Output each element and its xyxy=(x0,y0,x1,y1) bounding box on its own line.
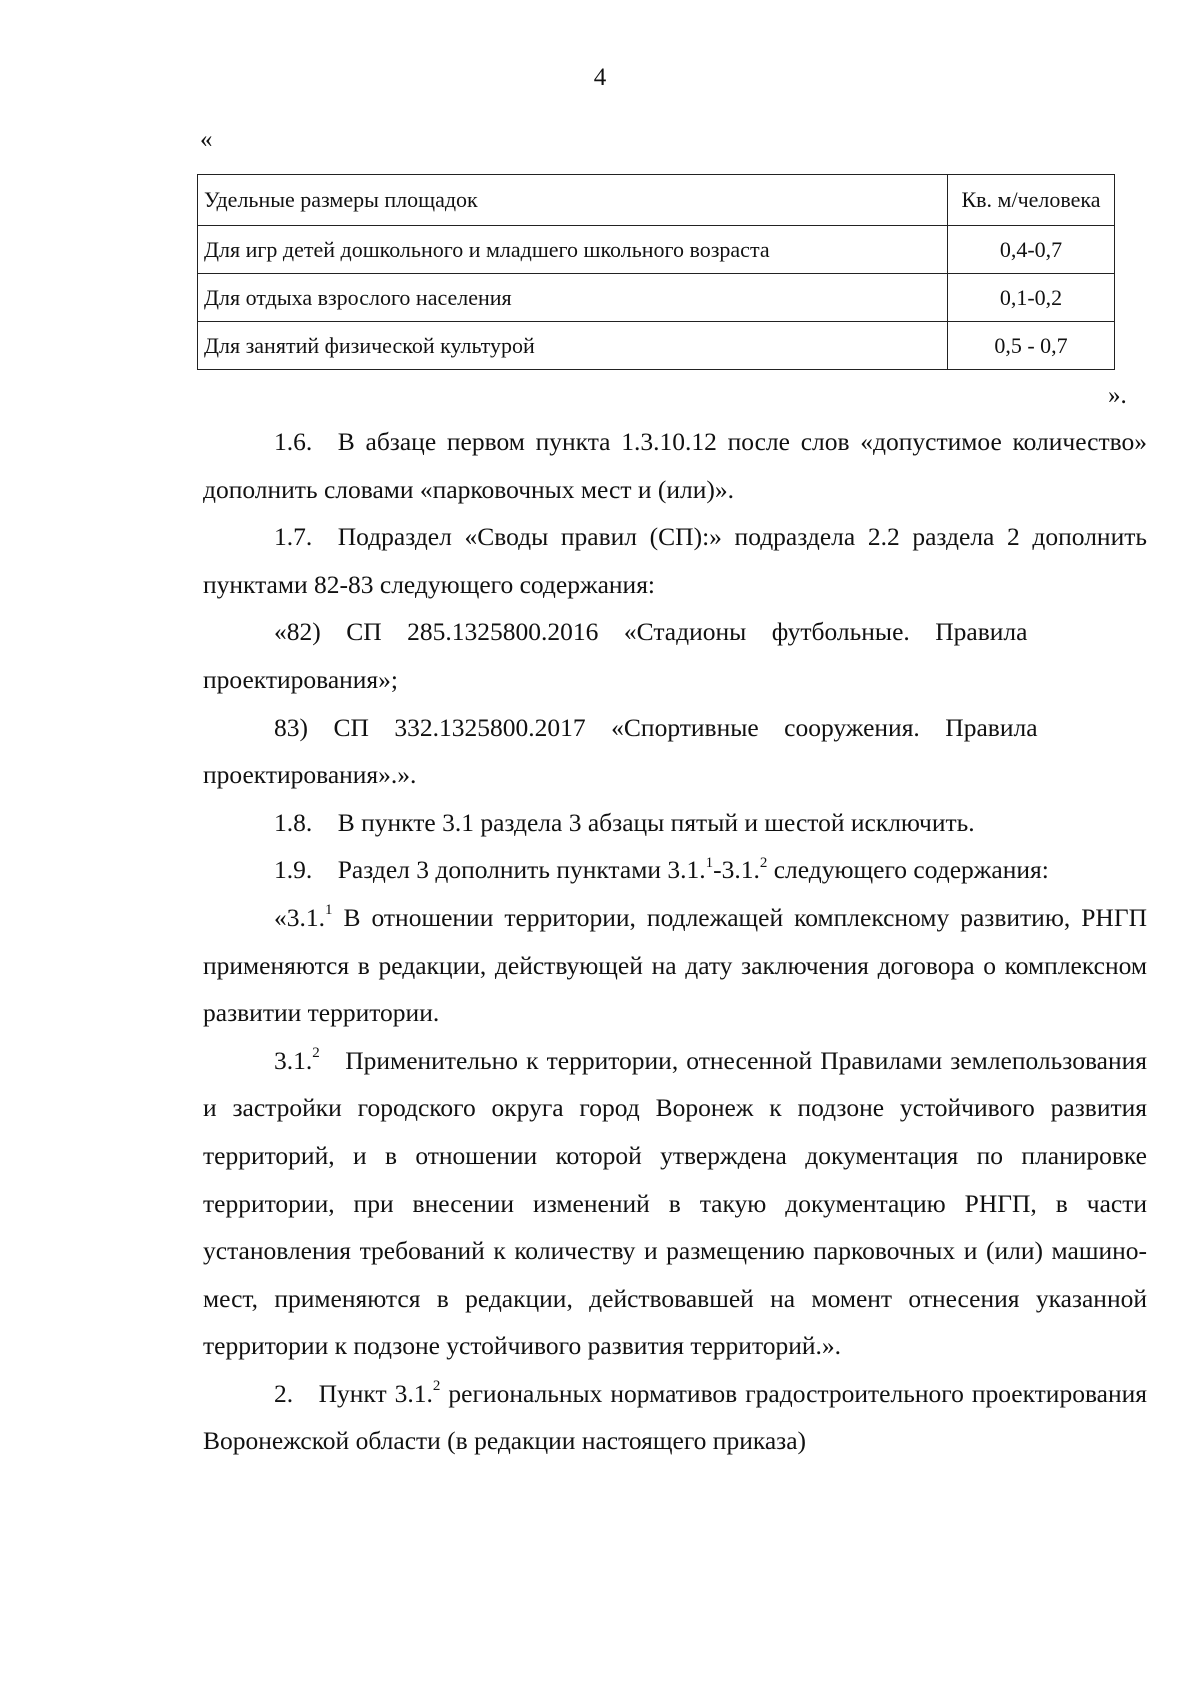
paragraph-2 xyxy=(203,1370,1147,1465)
table-row-label: Для игр детей дошкольного и младшего школьного возраста xyxy=(198,226,948,274)
document-body xyxy=(203,418,1147,1465)
paragraph-1-8: 1.8. В пункте 3.1 раздела 3 абзацы пятый и шестой исключить. xyxy=(274,807,975,837)
table-row-value: 0,4-0,7 xyxy=(948,226,1115,274)
superscript: 2 xyxy=(312,1045,320,1062)
table-row xyxy=(198,226,1115,274)
paragraph-3-1-2-text: Применительно к территории, отнесенной Правилами землепользования и застройки городского округа город Воронеж к подзоне устойчивого развития территорий, и в отношении которой утверждена документация по планировке территории, при внесении изменений в такую документацию РНГП, в части установления требований к количеству и размещению парковочных и (или) машино-мест, применяются в редакции, действовавшей на момент отнесения указанной территории к подзоне устойчивого развития территорий.». xyxy=(203,1045,1147,1361)
superscript: 1 xyxy=(325,902,333,919)
superscript: 2 xyxy=(759,854,768,871)
page-number: 4 xyxy=(593,64,607,91)
paragraph-3-1-2 xyxy=(203,1037,1147,1370)
paragraph-1-9 xyxy=(203,846,1147,894)
table-open-quote: « xyxy=(200,126,213,153)
table-row xyxy=(198,322,1115,370)
paragraph-3-1-2-text: 3.1. xyxy=(274,1045,313,1075)
table-header-label: Удельные размеры площадок xyxy=(198,175,948,226)
paragraph-3-1-1-text: В отношении территории, подлежащей комплексному развитию, РНГП применяются в редакции, действующей на дату заключения договора о комплексном развитии территории. xyxy=(203,902,1147,1028)
paragraph-2-text: 2. Пункт 3.1. xyxy=(274,1378,433,1408)
table-row-value: 0,1-0,2 xyxy=(948,274,1115,322)
superscript: 1 xyxy=(705,854,714,871)
paragraph-2-text: региональных нормативов градостроительного проектирования Воронежской области (в редакции настоящего приказа) xyxy=(203,1378,1147,1456)
paragraph-1-9-text: 1.9. Раздел 3 дополнить пунктами 3.1. xyxy=(274,855,706,885)
paragraph-3-1-1-text: «3.1. xyxy=(274,902,325,932)
norms-table xyxy=(197,174,1115,370)
table-row-label: Для отдыха взрослого населения xyxy=(198,274,948,322)
table-close-quote: ». xyxy=(1108,382,1127,409)
superscript: 2 xyxy=(432,1378,441,1395)
table-header-unit: Кв. м/человека xyxy=(948,175,1115,226)
paragraph-1-6: 1.6. В абзаце первом пункта 1.3.10.12 после слов «допустимое количество» дополнить словами «парковочных мест и (или)». xyxy=(203,427,1147,504)
paragraph-3-1-1 xyxy=(203,894,1147,1037)
paragraph-1-9-text: -3.1. xyxy=(713,855,760,885)
paragraph-1-9-text: следующего содержания: xyxy=(767,855,1049,885)
table-header-row xyxy=(198,175,1115,226)
paragraph-1-7: 1.7. Подраздел «Своды правил (СП):» подраздела 2.2 раздела 2 дополнить пунктами 82-83 следующего содержания: xyxy=(203,522,1147,599)
paragraph-item-82: «82) СП 285.1325800.2016 «Стадионы футбольные. Правила проектирования»; xyxy=(203,617,1028,694)
table-row-label: Для занятий физической культурой xyxy=(198,322,948,370)
table-row xyxy=(198,274,1115,322)
paragraph-item-83: 83) СП 332.1325800.2017 «Спортивные сооружения. Правила проектирования».». xyxy=(203,712,1038,790)
table-row-value: 0,5 - 0,7 xyxy=(948,322,1115,370)
